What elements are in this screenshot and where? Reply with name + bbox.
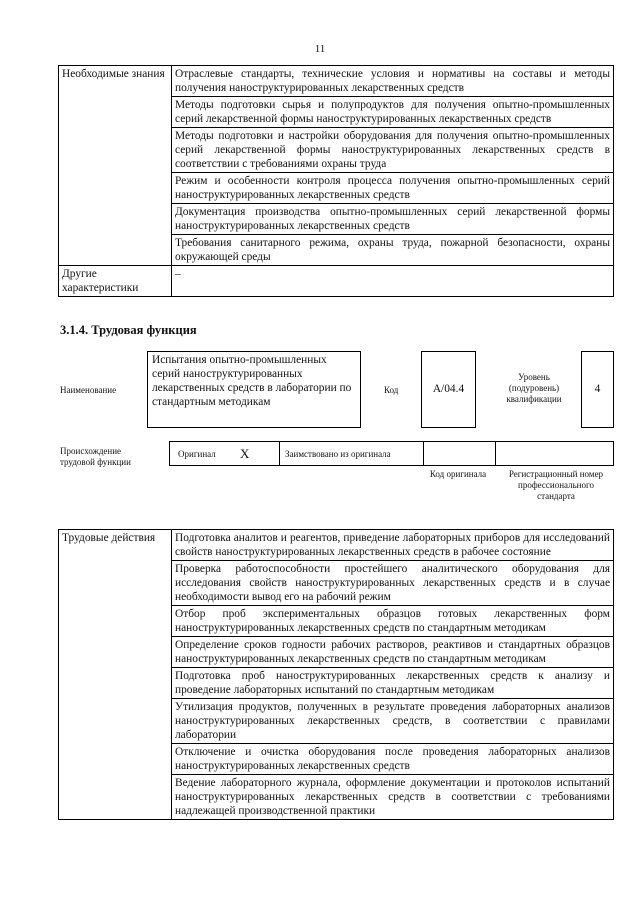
reg-number-caption: Регистрационный номер профессионального стандарта xyxy=(508,469,604,501)
original-mark: X xyxy=(240,446,250,461)
divider xyxy=(279,442,280,465)
function-name-box xyxy=(147,351,361,428)
required-knowledge-table xyxy=(58,65,614,297)
knowledge-item: Режим и особенности контроля процесса получения опытно-промышленных серий наноструктурированных лекарственных средств xyxy=(172,173,614,204)
section-heading: 3.1.4. Трудовая функция xyxy=(60,323,197,337)
code-original-caption: Код оригинала xyxy=(429,469,487,479)
knowledge-item: Методы подготовки и настройки оборудования для получения опытно-промышленных серий лекарственной формы наноструктурированных лекарственных средств в соответствии с требованиями охраны труда xyxy=(172,128,614,173)
labor-action-item: Проверка работоспособности простейшего аналитического оборудования для исследования свойств наноструктурированных лекарственных средств и в случае необходимости вывод его на рабочий режим xyxy=(172,561,614,606)
page-number: 11 xyxy=(314,43,326,55)
code-box xyxy=(421,351,476,428)
function-name: Испытания опытно-промышленных серий наноструктурированных лекарственных средств в лаборатории по стандартным методикам xyxy=(152,354,352,408)
origin-label: Происхождение трудовой функции xyxy=(60,446,131,467)
labor-action-item: Утилизация продуктов, полученных в результате проведения лабораторных анализов наноструктурированных лекарственных средств, в соответствии с правилами лаборатории xyxy=(172,699,614,744)
divider xyxy=(495,442,496,465)
labor-actions-label: Трудовые действия xyxy=(59,530,172,820)
knowledge-item: Документация производства опытно-промышленных серий лекарственной формы наноструктурированных лекарственных средств xyxy=(172,204,614,235)
other-characteristics-value: – xyxy=(172,266,614,297)
code-value: A/04.4 xyxy=(432,383,465,395)
labor-action-item: Подготовка аналитов и реагентов, приведение лабораторных приборов для исследований свойств наноструктурированных лекарственных средств в рабочее состояние xyxy=(172,530,614,561)
level-box xyxy=(581,351,614,428)
knowledge-item: Требования санитарного режима, охраны труда, пожарной безопасности, охраны окружающей среды xyxy=(172,235,614,266)
other-characteristics-label: Другие характеристики xyxy=(59,266,172,297)
origin-row xyxy=(169,441,614,466)
labor-action-item: Подготовка проб наноструктурированных лекарственных средств к анализу и проведение лабораторных испытаний по стандартным методикам xyxy=(172,668,614,699)
labor-action-item: Отбор проб экспериментальных образцов готовых лекарственных форм наноструктурированных лекарственных средств по стандартным методикам xyxy=(172,606,614,637)
original-label: Оригинал xyxy=(178,449,216,459)
level-value: 4 xyxy=(594,383,601,395)
divider xyxy=(423,442,424,465)
code-label: Код xyxy=(384,385,399,395)
knowledge-item: Отраслевые стандарты, технические условия и нормативы на составы и методы получения наноструктурированных лекарственных средств xyxy=(172,66,614,97)
borrowed-label: Заимствовано из оригинала xyxy=(285,449,391,459)
labor-action-item: Определение сроков годности рабочих растворов, реактивов и стандартных образцов наноструктурированных лекарственных средств по стандартным методикам xyxy=(172,637,614,668)
labor-actions-table xyxy=(58,529,614,820)
labor-action-item: Ведение лабораторного журнала, оформление документации и протоколов испытаний наноструктурированных лекарственных средств в соответствии с требованиями надлежащей производственной практики xyxy=(172,775,614,820)
labor-action-item: Отключение и очистка оборудования после проведения лабораторных анализов наноструктурированных лекарственных средств xyxy=(172,744,614,775)
name-label: Наименование xyxy=(60,385,117,395)
level-label: Уровень (подуровень) квалификации xyxy=(506,372,562,404)
knowledge-item: Методы подготовки сырья и полупродуктов для получения опытно-промышленных серий лекарственной формы наноструктурированных лекарственных средств xyxy=(172,97,614,128)
required-knowledge-label: Необходимые знания xyxy=(59,66,172,266)
